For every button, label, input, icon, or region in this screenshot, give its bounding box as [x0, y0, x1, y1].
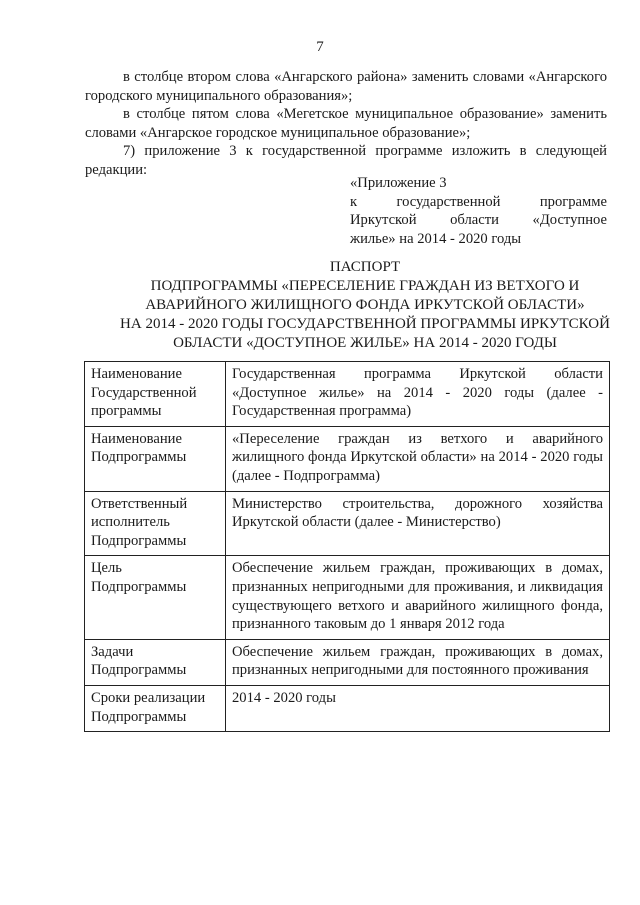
passport-subtitle-line-1: ПОДПРОГРАММЫ «ПЕРЕСЕЛЕНИЕ ГРАЖДАН ИЗ ВЕТХОГО И	[150, 278, 580, 294]
row-value: Министерство строительства, дорожного хозяйства Иркутской области (далее - Министерство)	[226, 491, 610, 556]
row-label: Задачи Подпрограммы	[85, 639, 226, 685]
row-label: Цель Подпрограммы	[85, 556, 226, 639]
row-label: Ответственный исполнитель Подпрограммы	[85, 491, 226, 556]
row-label: Наименование Подпрограммы	[85, 426, 226, 491]
row-value: «Переселение граждан из ветхого и аварийного жилищного фонда Иркутской области» на 2014 - 2020 годы (далее - Подпрограмма)	[226, 426, 610, 491]
appendix-word: государственной	[396, 193, 501, 210]
appendix-word: программе	[539, 193, 607, 210]
table-row	[85, 556, 610, 639]
appendix-line-4: жилье» на 2014 - 2020 годы	[350, 230, 522, 247]
page-number: 7	[316, 39, 324, 55]
row-value: Государственная программа Иркутской области «Доступное жилье» на 2014 - 2020 годы (далее - Государственная программа)	[226, 362, 610, 427]
appendix-word: Иркутской	[350, 212, 417, 229]
body-text	[85, 68, 607, 180]
table-row	[85, 491, 610, 556]
appendix-word: области	[450, 212, 499, 229]
appendix-word: к	[350, 193, 358, 210]
passport-table	[84, 361, 610, 732]
appendix-reference	[350, 174, 607, 248]
table-row	[85, 426, 610, 491]
passport-title: ПАСПОРТ	[329, 259, 401, 275]
passport-subtitle-line-4: ОБЛАСТИ «ДОСТУПНОЕ ЖИЛЬЕ» НА 2014 - 2020 ГОДЫ	[173, 335, 557, 351]
paragraph-appendix-3: 7) приложение 3 к государственной программе изложить в следующей редакции:	[85, 143, 607, 178]
table-row	[85, 639, 610, 685]
appendix-word: «Доступное	[532, 212, 607, 229]
paragraph-column-two: в столбце втором слова «Ангарского района» заменить словами «Ангарского городского муниципального образования»;	[85, 69, 607, 104]
passport-subtitle-line-3: НА 2014 - 2020 ГОДЫ ГОСУДАРСТВЕННОЙ ПРОГРАММЫ ИРКУТСКОЙ	[120, 316, 610, 332]
appendix-line-1: «Приложение 3	[350, 175, 447, 191]
paragraph-column-five: в столбце пятом слова «Мегетское муниципальное образование» заменить словами «Ангарское городское муниципальное образование»;	[85, 106, 607, 141]
appendix-line-2	[350, 193, 607, 212]
row-label: Наименование Государственной программы	[85, 362, 226, 427]
row-label: Сроки реализации Подпрограммы	[85, 685, 226, 731]
table-row	[85, 362, 610, 427]
row-value: 2014 - 2020 годы	[226, 685, 610, 731]
row-value: Обеспечение жильем граждан, проживающих в домах, признанных непригодными для проживания, и ликвидация существующего ветхого и аварийного жилищного фонда, признанного таковым до 1 января 2012 года	[226, 556, 610, 639]
appendix-line-3	[350, 211, 607, 230]
table-row	[85, 685, 610, 731]
row-value: Обеспечение жильем граждан, проживающих в домах, признанных непригодными для постоянного проживания	[226, 639, 610, 685]
passport-heading	[85, 258, 640, 353]
passport-subtitle-line-2: АВАРИЙНОГО ЖИЛИЩНОГО ФОНДА ИРКУТСКОЙ ОБЛАСТИ»	[145, 297, 585, 313]
